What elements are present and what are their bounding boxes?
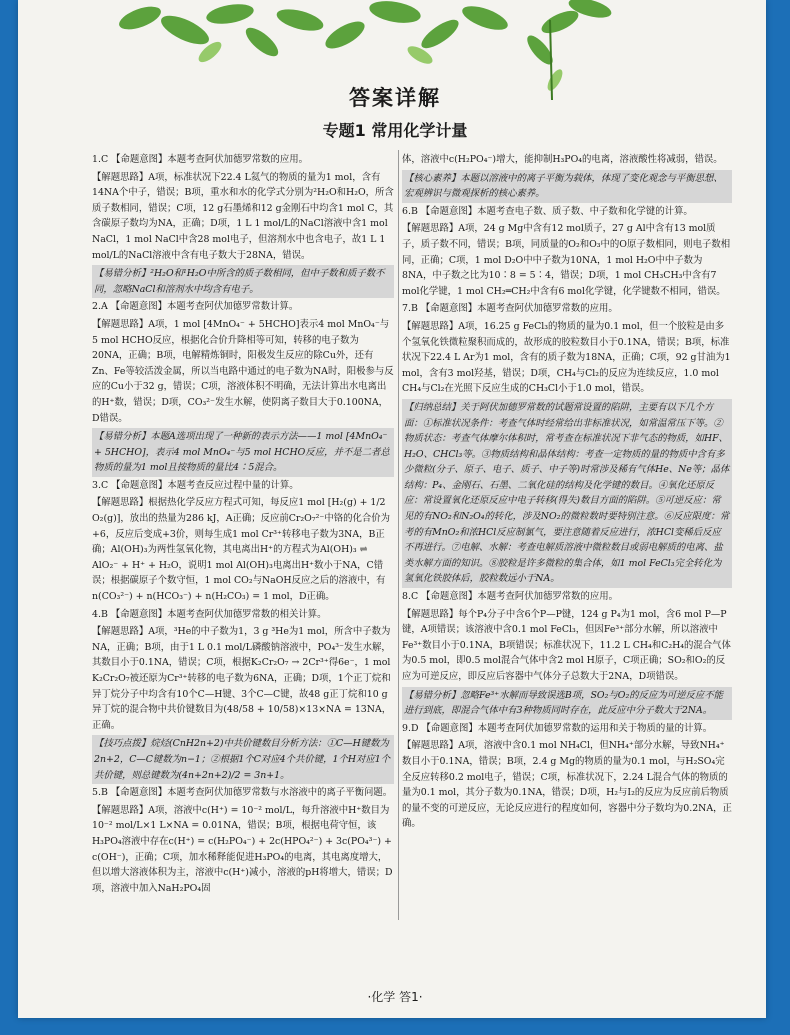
answer-item: 【解题思路】A项，溶液中含0.1 mol NH₄Cl，但NH₄⁺部分水解，导致NH₄⁺数目小于0.1NA，错误；B项，2.4 g Mg的物质的量为0.1 mol，与H₂SO₄完全反应转移0.2 mol电子，错误；C项，标准状况下，2.24 L混合气体的物质的量为0.1 mol，其分子数为0.1NA，错误；D项，H₂与I₂的反应为反应前后物质的量不变的可逆反应，无论反应进行的程度如何，容器中分子数均为0.2NA，正确。 xyxy=(402,740,732,830)
answer-item: 【解题思路】A项，16.25 g FeCl₃的物质的量为0.1 mol，但一个胶粒是由多个氢氧化铁微粒聚积而成的，故形成的胶粒数目小于0.1NA，错误；B项，标准状况下22.4 L Ar为1 mol，含有的质子数为18NA，正确；C项，92 g甘油为1 mol，含有3 mol羟基，错误；D项，CH₄与Cl₂的反应为连续反应，1.0 mol CH₄与Cl₂在光照下反应生成的CH₃Cl小于1.0 mol，错误。 xyxy=(402,320,731,395)
highlight-note: 【易错分析】²H₂O和¹H₂O中所含的质子数相同，但中子数和质子数不同，忽略NaCl和溶剂水中均含有电子。 xyxy=(92,265,394,298)
column-divider xyxy=(398,150,399,920)
right-column xyxy=(402,152,732,834)
answer-item: 4.B 【命题意图】本题考查阿伏加德罗常数的相关计算。 xyxy=(92,608,327,620)
highlight-note: 【技巧点拨】烷烃(CnH2n+2)中共价键数目分析方法：①C—H键数为2n+2，C—C键数为n−1；②根据1个C对应4个共价键，1个H对应1个共价键，则总键数为(4n+2n+2)/2 = 3n+1。 xyxy=(92,735,394,784)
answer-item: 8.C 【命题意图】本题考查阿伏加德罗常数的应用。 xyxy=(402,591,618,603)
highlight-note: 【易错分析】本题A选项出现了一种新的表示方法——1 mol [4MnO₄⁻ + 5HCHO]，表示4 mol MnO₄⁻与5 mol HCHO反应，并不是二者总物质的量为1 mol且按物质的量比4∶5混合。 xyxy=(92,428,394,477)
highlight-note: 【易错分析】忽略Fe³⁺水解而导致误选B项，SO₂与O₂的反应为可逆反应不能进行到底，即混合气体中有3种物质同时存在，此反应中分子数大于2NA。 xyxy=(402,687,732,720)
answer-item: 【解题思路】A项，标准状况下22.4 L氦气的物质的量为1 mol，含有14NA个中子，错误；B项，重水和水的化学式分别为²H₂O和H₂O，所含质子数相同，错误；C项，12 g石墨烯和12 g金刚石中均含1 mol C，其含碳原子数均为NA，正确；D项，1 L 1 mol/L的NaCl溶液中含1 mol NaCl，1 mol NaCl中含28 mol电子，但溶剂水中也含电子，故1 L 1 mol/L的NaCl溶液中含有电子数大于28NA，错误。 xyxy=(92,171,394,261)
answer-item: 9.D 【命题意图】本题考查阿伏加德罗常数的运用和关于物质的量的计算。 xyxy=(402,722,713,734)
left-column xyxy=(92,152,394,898)
answer-item: 6.B 【命题意图】本题考查电子数、质子数、中子数和化学键的计算。 xyxy=(402,205,693,217)
answer-item: 7.B 【命题意图】本题考查阿伏加德罗常数的应用。 xyxy=(402,303,618,315)
answer-item: 【解题思路】根据热化学反应方程式可知，每反应1 mol [H₂(g) + 1/2 O₂(g)]，放出的热量为286 kJ，A正确；反应前Cr₂O₇²⁻中铬的化合价为+6，反应后变成+3价，则每生成1 mol Cr³⁺转移电子数为3NA，B正确；Al(OH)₃为两性氢氧化物，其电离出H⁺的方程式为Al(OH)₃ ⇌ AlO₂⁻ + H⁺ + H₂O，说明1 mol Al(OH)₃电离出H⁺数小于NA，C错误；根据碳原子个数守恒，1 mol CO₂与NaOH反应之后的溶液中，有n(CO₃²⁻) + n(HCO₃⁻) + n(H₂CO₃) = 1 mol，D正确。 xyxy=(92,497,390,603)
answer-item: 5.B 【命题意图】本题考查阿伏加德罗常数与水溶液中的离子平衡问题。 xyxy=(92,787,393,799)
answer-item: 【解题思路】每个P₄分子中含6个P—P键，124 g P₄为1 mol，含6 mol P—P键，A项错误；该溶液中含0.1 mol FeCl₃，但因Fe³⁺部分水解，所以溶液中Fe³⁺数目小于0.1NA，B项错误；标准状况下，11.2 L CH₄和C₂H₄的混合气体为0.5 mol，即0.5 mol混合气体中含2 mol H原子，C项正确；SO₂和O₂的反应为可逆反应，即反应后容器中气体分子总数大于2NA，D项错误。 xyxy=(402,608,731,682)
answer-item: 【解题思路】A项，24 g Mg中含有12 mol质子，27 g Al中含有13 mol质子，质子数不同，错误；B项，同质量的O₂和O₃中的O原子数相同，则电子数相同，正确；C项，1 mol D₂O中中子数为10NA，1 mol H₂O中中子数为8NA，中子数之比为10∶8 = 5∶4，错误；D项，1 mol CH₃CH₃中含有7 mol化学键，1 mol CH₂═CH₂中含有6 mol化学键，化学键数不相同，错误。 xyxy=(402,223,731,297)
highlight-note: 【核心素养】本题以溶液中的离子平衡为载体，体现了变化观念与平衡思想、宏观辨识与微观探析的核心素养。 xyxy=(402,170,732,203)
answer-item: 【解题思路】A项，溶液中c(H⁺) = 10⁻² mol/L，每升溶液中H⁺数目为10⁻² mol/L×1 L×NA = 0.01NA，错误；B项，根据电荷守恒，该H₃PO₄溶液中存在c(H⁺) = c(H₂PO₄⁻) + 2c(HPO₄²⁻) + 3c(PO₄³⁻) + c(OH⁻)，正确；C项，加水稀释能促进H₃PO₄的电离，其电离度增大，但以增大溶液体积为主，溶液中c(H⁺)减小，溶液的pH将增大，错误；D项，溶液中加入NaH₂PO₄固 xyxy=(92,804,393,894)
answer-item: 3.C 【命题意图】本题考查反应过程中量的计算。 xyxy=(92,479,299,491)
page-title: 答案详解 xyxy=(349,86,441,110)
highlight-note: 【归纳总结】关于阿伏加德罗常数的试题常设置的陷阱，主要有以下几个方面：①标准状况条件：考查气体时经常给出非标准状况，如常温常压下等。②物质状态：考查气体摩尔体积时，常考查在标准状况下非气态的物质，如HF、H₂O、CHCl₃等。③物质结构和晶体结构：考查一定物质的量的物质中含有多少微粒(分子、原子、电子、质子、中子等)时常涉及稀有气体He、Ne等；晶体结构：P₄、金刚石、石墨、二氧化硅的结构及化学键的数目。④氧化还原反应：常设置氧化还原反应中电子转移(得失)数目方面的陷阱。⑤可逆反应：常见的有NO₂和N₂O₄的转化，涉及NO₂的微粒数时要特别注意。⑥反应限度：常考的有MnO₂和浓HCl反应制氯气，要注意随着反应进行，浓HCl变稀后反应不再进行。⑦电解、水解：考查电解质溶液中微粒数目或弱电解质的电离、盐类水解方面的知识。⑧胶粒是许多微粒的集合体，如1 mol FeCl₃完全转化为氢氧化铁胶体后，胶粒数远小于NA。 xyxy=(402,399,732,588)
answer-item: 2.A 【命题意图】本题考查阿伏加德罗常数计算。 xyxy=(92,301,299,313)
answer-item: 【解题思路】A项，³He的中子数为1，3 g ³He为1 mol，所含中子数为NA，正确；B项，由于1 L 0.1 mol/L磷酸钠溶液中，PO₄³⁻发生水解，其数目小于0.1NA，错误；C项，根据K₂Cr₂O₇ → 2Cr³⁺得6e⁻，1 mol K₂Cr₂O₇被还原为Cr³⁺转移的电子数为6NA，正确；D项，1个正丁烷和异丁烷分子中均含有10个C—H键、3个C—C键，故48 g正丁烷和10 g异丁烷的混合物中共价键数目为(48/58 + 10/58)×13×NA = 13NA，正确。 xyxy=(92,626,392,731)
section-subtitle: 专题1 常用化学计量 xyxy=(322,121,468,140)
answer-item: 体，溶液中c(H₂PO₄⁻)增大，能抑制H₃PO₄的电离，溶液酸性将减弱，错误。 xyxy=(402,154,723,165)
page-footer: ·化学 答1· xyxy=(367,990,423,1004)
answer-item: 【解题思路】A项，1 mol [4MnO₄⁻ + 5HCHO]表示4 mol MnO₄⁻与5 mol HCHO反应，根据化合价升降相等可知，转移的电子数为20NA，正确；B项，电解精炼铜时，阳极发生反应的除Cu外，还有Zn、Fe等较活泼金属，所以当电路中通过的电子数为NA时，阳极参与反应的Cu小于32 g，错误；C项，溶液体积不明确，无法计算出水电离出的H⁺数，错误；D项，CO₃²⁻发生水解，使阴离子数目大于0.100NA，D错误。 xyxy=(92,318,394,424)
answer-item: 1.C 【命题意图】本题考查阿伏加德罗常数的应用。 xyxy=(92,154,308,165)
